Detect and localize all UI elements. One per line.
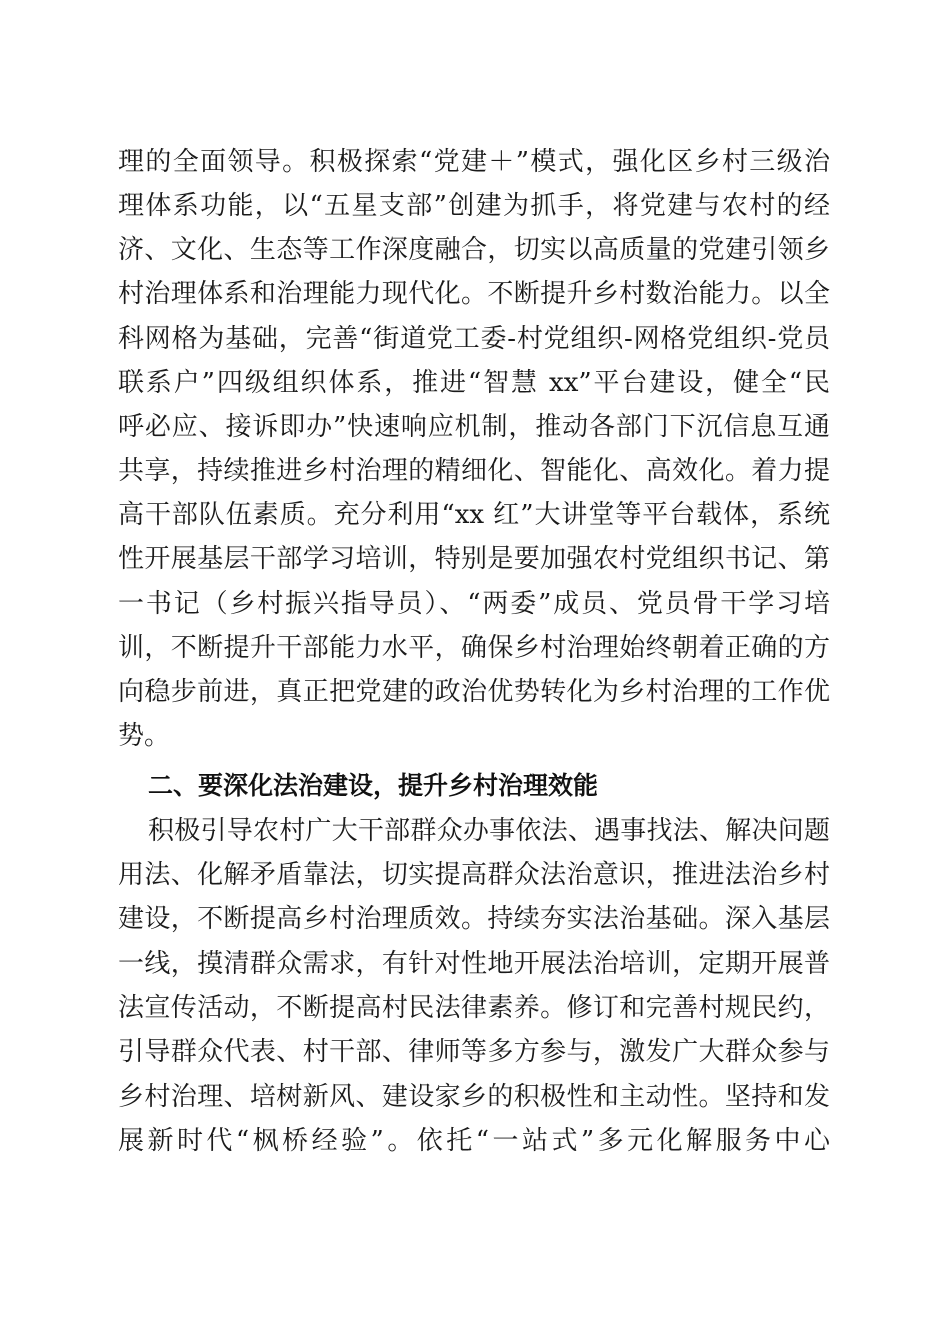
body-text-line: 联系户”四级组织体系，推进“智慧 xx”平台建设，健全“民	[118, 368, 830, 398]
body-text-line: 展新时代“枫桥经验”。依托“一站式”多元化解服务中心	[118, 1126, 830, 1156]
body-text-line: 法宣传活动，不断提高村民法律素养。修订和完善村规民约，	[118, 993, 830, 1023]
body-text-line: 一书记（乡村振兴指导员）、“两委”成员、党员骨干学习培	[118, 589, 830, 619]
body-text-line: 引导群众代表、村干部、律师等多方参与，激发广大群众参与	[118, 1037, 830, 1067]
body-text-line: 性开展基层干部学习培训，特别是要加强农村党组织书记、第	[118, 544, 830, 574]
body-text-line: 用法、化解矛盾靠法，切实提高群众法治意识，推进法治乡村	[118, 860, 830, 890]
body-text-line: 理的全面领导。积极探索“党建＋”模式，强化区乡村三级治	[118, 147, 830, 177]
body-text-line: 共享，持续推进乡村治理的精细化、智能化、高效化。着力提	[118, 456, 830, 486]
body-text-line: 济、文化、生态等工作深度融合，切实以高质量的党建引领乡	[118, 235, 830, 265]
body-text-line: 理体系功能，以“五星支部”创建为抓手，将党建与农村的经	[118, 191, 830, 221]
body-text-line: 高干部队伍素质。充分利用“xx 红”大讲堂等平台载体，系统	[118, 500, 830, 530]
body-text-line: 科网格为基础，完善“街道党工委-村党组织-网格党组织-党员	[118, 324, 830, 354]
body-text-line: 一线，摸清群众需求，有针对性地开展法治培训，定期开展普	[118, 949, 830, 979]
body-text-line: 训，不断提升干部能力水平，确保乡村治理始终朝着正确的方	[118, 633, 830, 663]
section-heading: 二、要深化法治建设，提升乡村治理效能	[148, 771, 599, 800]
body-text-line: 向稳步前进，真正把党建的政治优势转化为乡村治理的工作优	[118, 677, 830, 707]
body-text-line: 乡村治理、培树新风、建设家乡的积极性和主动性。坚持和发	[118, 1082, 830, 1112]
body-text-line: 积极引导农村广大干部群众办事依法、遇事找法、解决问题	[148, 816, 830, 846]
body-text-line: 呼必应、接诉即办”快速响应机制，推动各部门下沉信息互通	[118, 412, 830, 442]
body-text-line: 势。	[118, 721, 171, 751]
body-text-line: 建设，不断提高乡村治理质效。持续夯实法治基础。深入基层	[118, 904, 830, 934]
body-text-line: 村治理体系和治理能力现代化。不断提升乡村数治能力。以全	[118, 279, 830, 309]
